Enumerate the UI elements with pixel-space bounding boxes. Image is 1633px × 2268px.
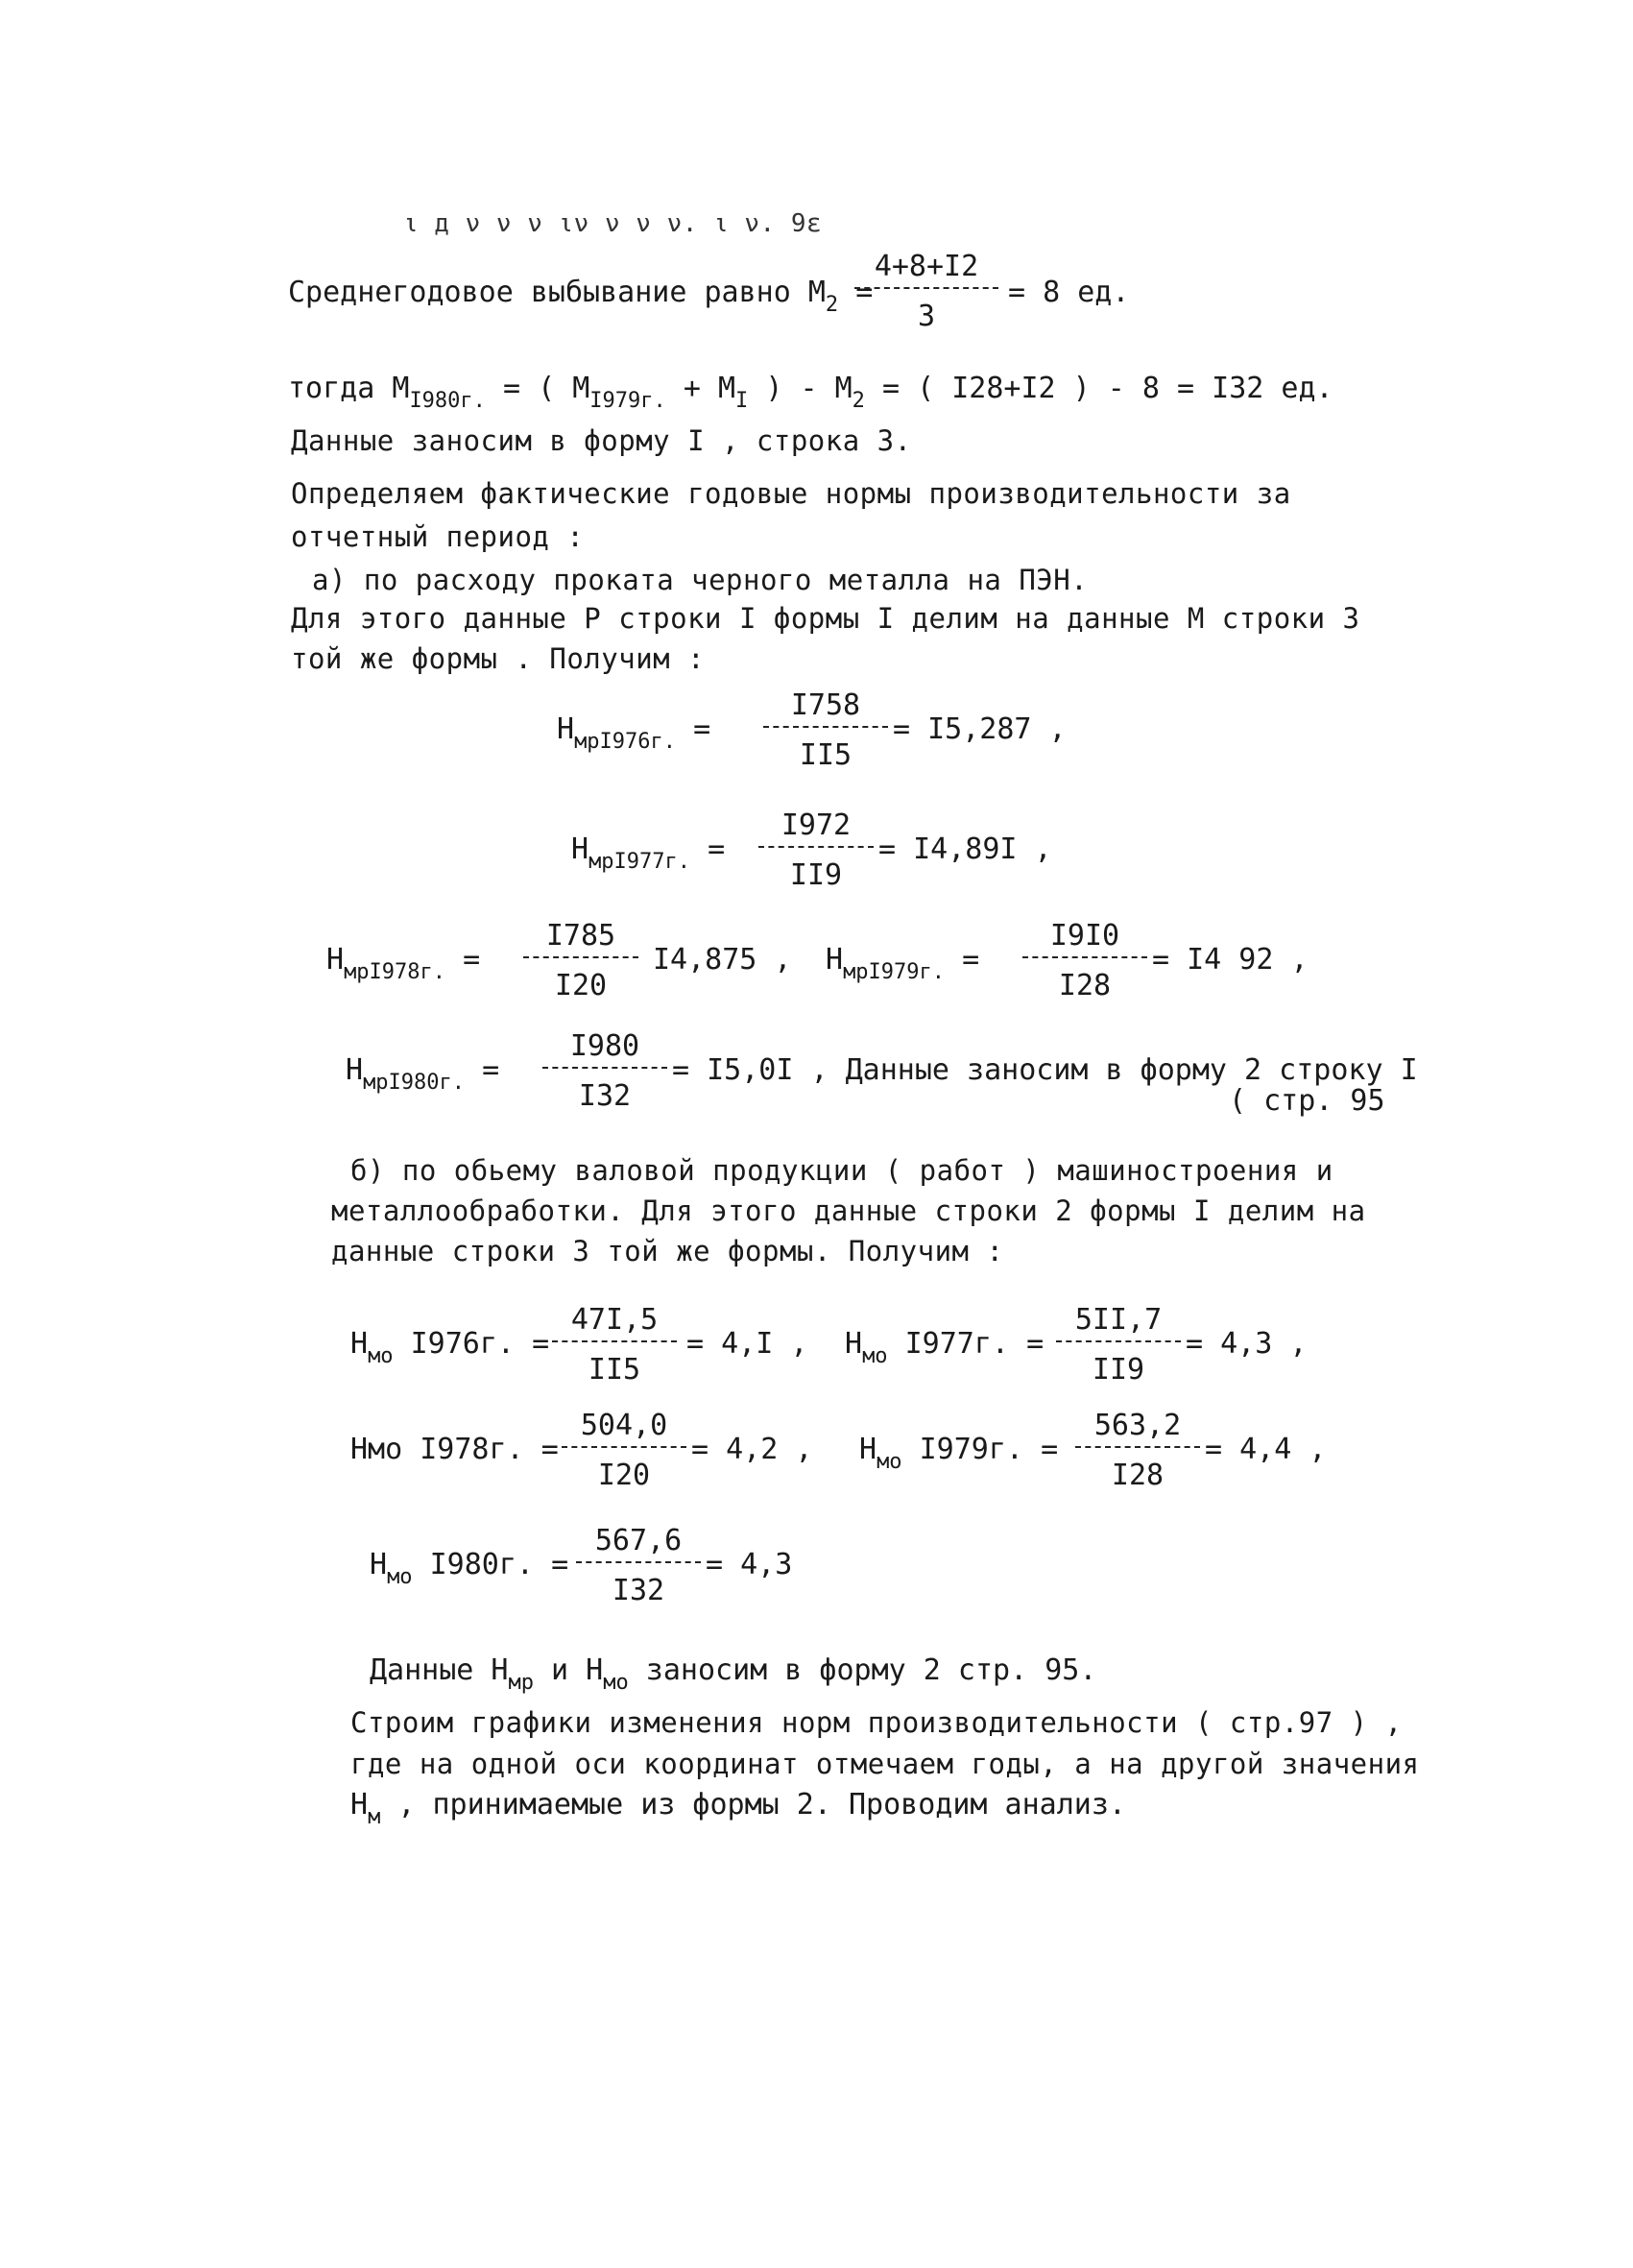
avg-decommission-text: Среднегодовое выбывание равно $М_2$ = — [288, 276, 874, 317]
formula-1979-fraction: $\frac{I9I0}{I28}$ — [1022, 922, 1147, 1001]
formula-mo-1978-result: = 4,2 , — [691, 1433, 813, 1466]
item-b-line-2: металлообработки. Для этого данные строки 2 формы I делим на — [331, 1194, 1366, 1227]
formula-mo-1978-label: Нмо I978г. = — [350, 1433, 559, 1466]
formula-mo-1976-fraction: $\frac{47I,5}{II5}$ — [552, 1306, 677, 1385]
formula-mo-1979-fraction: $\frac{563,2}{I28}$ — [1075, 1411, 1200, 1490]
formula-mo-1980-label: $Н_{мо}$ I980г. = — [370, 1548, 569, 1589]
formula-mo-1979-result: = 4,4 , — [1205, 1433, 1327, 1466]
data-form2-note: Данные $Н_{мр}$ и $Н_{мо}$ заносим в форму 2 стр. 95. — [370, 1653, 1097, 1695]
togda-formula: тогда $М_{I980г.}$ = ( $М_{I979г.} + М_I$ ) - $М_2$ = ( I28+I2 ) - 8 = I32 ед. — [288, 372, 1333, 413]
define-paragraph-line-1: Определяем фактические годовые нормы производительности за — [291, 477, 1291, 510]
item-a-heading: а) по расходу проката черного металла на ПЭН. — [312, 564, 1089, 596]
formula-1980-label: $Н_{мрI980г.}$ = — [346, 1053, 500, 1095]
formula-mo-1980-fraction: $\frac{567,6}{I32}$ — [576, 1527, 701, 1605]
formula-1977-fraction: $\frac{I972}{II9}$ — [758, 811, 874, 890]
final-paragraph-line-2: где на одной оси координат отмечаем годы, а на другой значения — [350, 1748, 1420, 1780]
formula-1979-label: $Н_{мрI979г.}$ = — [826, 943, 980, 984]
formula-mo-1976-result: = 4,I , — [686, 1327, 808, 1361]
formula-mo-1977-result: = 4,3 , — [1186, 1327, 1308, 1361]
formula-1977-label: $Н_{мрI977г.}$ = — [571, 832, 726, 874]
formula-1976-fraction: $\frac{I758}{II5}$ — [763, 691, 888, 770]
formula-1979-result: = I4 92 , — [1152, 943, 1309, 977]
formula-mo-1978-fraction: $\frac{504,0}{I20}$ — [562, 1411, 686, 1490]
item-b-line-3: данные строки 3 той же формы. Получим : — [331, 1235, 1004, 1267]
formula-1980-result: = I5,0I , Данные заносим в форму 2 строку I — [672, 1053, 1418, 1087]
formula-mo-1977-label: $Н_{мо}$ I977г. = — [845, 1327, 1045, 1368]
avg-decommission-fraction: $\frac{4+8+I2}{3}$ — [854, 253, 998, 331]
item-b-line-1: б) по обьему валовой продукции ( работ ) машиностроения и — [350, 1154, 1333, 1187]
formula-1978-result: I4,875 , — [653, 943, 792, 977]
formula-1978-label: $Н_{мрI978г.}$ = — [326, 943, 481, 984]
form1-note: Данные заносим в форму I , строка 3. — [291, 424, 912, 457]
cropped-header-fragment: ι д ν ν ν ιν ν ν ν. ι ν. 9ε — [403, 209, 823, 238]
formula-mo-1979-label: $Н_{мо}$ I979г. = — [859, 1433, 1059, 1474]
formula-mo-1980-result: = 4,3 — [706, 1548, 793, 1581]
formula-1977-result: = I4,89I , — [878, 832, 1052, 866]
item-a-paragraph-line-2: той же формы . Получим : — [291, 642, 706, 675]
formula-1978-fraction: $\frac{I785}{I20}$ — [523, 922, 638, 1001]
item-a-paragraph-line-1: Для этого данные Р строки I формы I делим на данные М строки 3 — [291, 602, 1360, 635]
formula-1980-fraction: $\frac{I980}{I32}$ — [542, 1032, 667, 1111]
formula-1980-page-ref: ( стр. 95 — [1229, 1084, 1385, 1118]
formula-1976-label: $Н_{мрI976г.}$ = — [557, 712, 711, 754]
avg-decommission-result: = 8 ед. — [1008, 276, 1130, 309]
formula-1976-result: = I5,287 , — [893, 712, 1067, 746]
final-paragraph-line-3: $Н_м$ , принимаемые из формы 2. Проводим анализ. — [350, 1788, 1126, 1829]
define-paragraph-line-2: отчетный период : — [291, 520, 585, 553]
formula-mo-1977-fraction: $\frac{5II,7}{II9}$ — [1056, 1306, 1181, 1385]
formula-mo-1976-label: $Н_{мо}$ I976г. = — [350, 1327, 550, 1368]
final-paragraph-line-1: Строим графики изменения норм производительности ( стр.97 ) , — [350, 1706, 1403, 1739]
